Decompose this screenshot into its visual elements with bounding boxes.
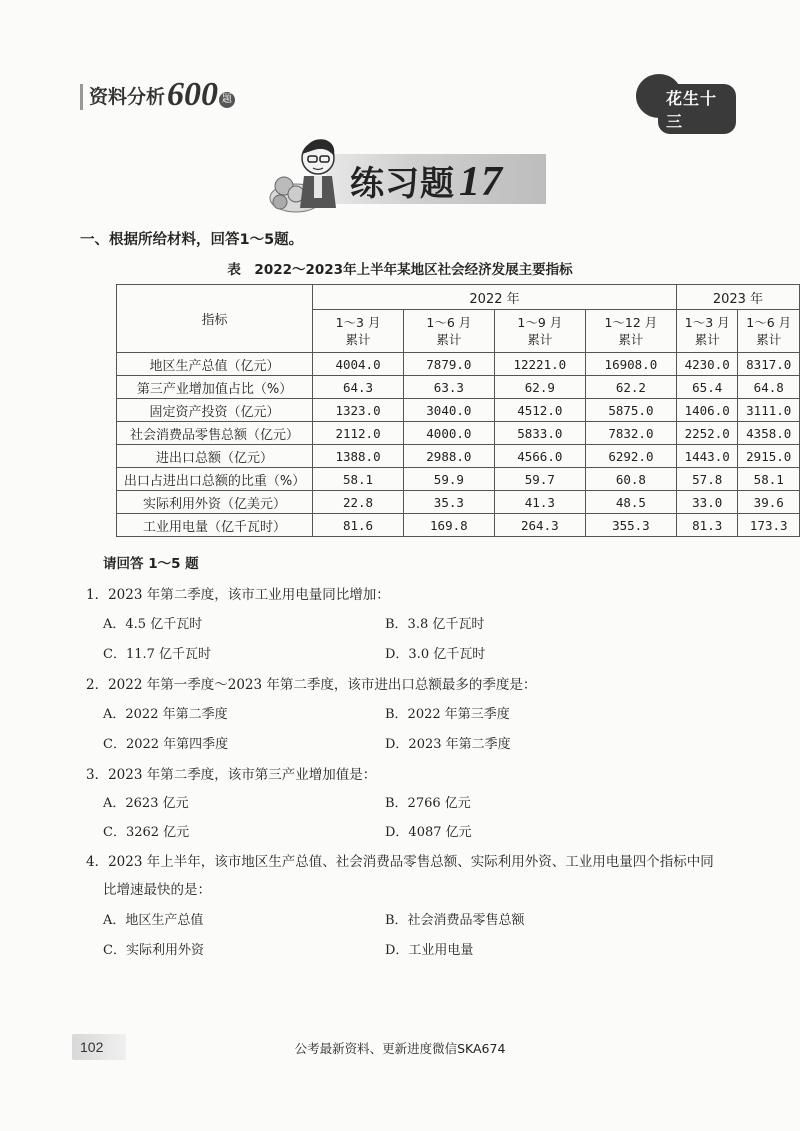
table-row bbox=[117, 376, 800, 399]
table-cell: 1323.0 bbox=[313, 399, 404, 422]
table-cell: 81.6 bbox=[313, 514, 404, 537]
row-label: 进出口总额（亿元） bbox=[117, 445, 313, 468]
table-row bbox=[117, 468, 800, 491]
period-range: 1～12 月 bbox=[604, 315, 658, 330]
exercise-number: 17 bbox=[459, 159, 503, 205]
question-2-option-a[interactable]: A．2022 年第二季度 bbox=[103, 707, 228, 722]
page-number: 102 bbox=[72, 1034, 126, 1060]
exercise-banner bbox=[266, 128, 546, 218]
book-suffix: 题 bbox=[219, 92, 235, 108]
row-label: 社会消费品零售总额（亿元） bbox=[117, 422, 313, 445]
question-2-option-b[interactable]: B．2022 年第三季度 bbox=[385, 707, 510, 722]
question-4-stem-continued: 比增速最快的是： bbox=[103, 882, 211, 898]
question-3-stem: 3．2023 年第二季度，该市第三产业增加值是： bbox=[86, 767, 377, 783]
table-cell: 62.2 bbox=[585, 376, 676, 399]
question-3-option-b[interactable]: B．2766 亿元 bbox=[385, 796, 471, 811]
period-header bbox=[494, 310, 585, 353]
question-4-option-b[interactable]: B．社会消费品零售总额 bbox=[385, 913, 525, 928]
table-cell: 48.5 bbox=[585, 491, 676, 514]
table-cell: 264.3 bbox=[494, 514, 585, 537]
table-cell: 1443.0 bbox=[676, 445, 738, 468]
question-3-option-a[interactable]: A．2623 亿元 bbox=[103, 796, 189, 811]
table-cell: 4230.0 bbox=[676, 353, 738, 376]
question-4-option-c[interactable]: C．实际利用外资 bbox=[103, 943, 204, 958]
table-cell: 59.7 bbox=[494, 468, 585, 491]
table-cell: 81.3 bbox=[676, 514, 738, 537]
table-cell: 4358.0 bbox=[738, 422, 800, 445]
footer-note: 公考最新资料、更新进度微信SKA674 bbox=[294, 1041, 506, 1056]
table-cell: 16908.0 bbox=[585, 353, 676, 376]
question-4-stem: 4．2023 年上半年，该市地区生产总值、社会消费品零售总额、实际利用外资、工业用电量四个指标中同 bbox=[86, 854, 714, 870]
table-cell: 173.3 bbox=[738, 514, 800, 537]
table-cell: 4000.0 bbox=[403, 422, 494, 445]
question-1-stem: 1．2023 年第二季度，该市工业用电量同比增加： bbox=[86, 587, 390, 603]
period-range: 1～6 月 bbox=[426, 315, 472, 330]
table-cell: 12221.0 bbox=[494, 353, 585, 376]
year-header-2023: 2023 年 bbox=[676, 285, 799, 310]
table-cell: 7832.0 bbox=[585, 422, 676, 445]
period-range: 1～9 月 bbox=[517, 315, 563, 330]
table-cell: 6292.0 bbox=[585, 445, 676, 468]
exercise-title bbox=[350, 156, 503, 206]
question-2-option-c[interactable]: C．2022 年第四季度 bbox=[103, 737, 229, 752]
table-cell: 2988.0 bbox=[403, 445, 494, 468]
table-cell: 1388.0 bbox=[313, 445, 404, 468]
year-header-2022: 2022 年 bbox=[313, 285, 677, 310]
table-row bbox=[117, 491, 800, 514]
table-cell: 2112.0 bbox=[313, 422, 404, 445]
table-cell: 33.0 bbox=[676, 491, 738, 514]
book-title: 资料分析 bbox=[89, 86, 166, 108]
table-cell: 169.8 bbox=[403, 514, 494, 537]
period-header bbox=[738, 310, 800, 353]
question-3-option-d[interactable]: D．4087 亿元 bbox=[385, 825, 472, 840]
question-1-option-a[interactable]: A．4.5 亿千瓦时 bbox=[103, 617, 203, 632]
period-cumulative: 累计 bbox=[527, 332, 553, 347]
section-heading: 一、根据所给材料，回答1～5题。 bbox=[80, 232, 304, 248]
question-2-stem: 2．2022 年第一季度～2023 年第二季度，该市进出口总额最多的季度是： bbox=[86, 677, 537, 693]
question-4-option-d[interactable]: D．工业用电量 bbox=[385, 943, 474, 958]
table-cell: 39.6 bbox=[738, 491, 800, 514]
period-header bbox=[676, 310, 738, 353]
table-cell: 65.4 bbox=[676, 376, 738, 399]
book-header bbox=[80, 76, 235, 113]
table-cell: 64.8 bbox=[738, 376, 800, 399]
table-caption: 表 2022～2023年上半年某地区社会经济发展主要指标 bbox=[227, 262, 573, 278]
table-cell: 60.8 bbox=[585, 468, 676, 491]
indicator-header: 指标 bbox=[117, 285, 313, 353]
period-range: 1～6 月 bbox=[746, 315, 792, 330]
table-row bbox=[117, 399, 800, 422]
period-header bbox=[403, 310, 494, 353]
period-cumulative: 累计 bbox=[756, 332, 782, 347]
table-cell: 5875.0 bbox=[585, 399, 676, 422]
table-cell: 35.3 bbox=[403, 491, 494, 514]
question-1-option-d[interactable]: D．3.0 亿千瓦时 bbox=[385, 647, 486, 662]
period-range: 1～3 月 bbox=[335, 315, 381, 330]
table-cell: 58.1 bbox=[313, 468, 404, 491]
period-header bbox=[313, 310, 404, 353]
question-1-option-b[interactable]: B．3.8 亿千瓦时 bbox=[385, 617, 485, 632]
period-header bbox=[585, 310, 676, 353]
row-label: 出口占进出口总额的比重（%） bbox=[117, 468, 313, 491]
table-cell: 41.3 bbox=[494, 491, 585, 514]
period-cumulative: 累计 bbox=[694, 332, 720, 347]
table-cell: 3040.0 bbox=[403, 399, 494, 422]
question-4-option-a[interactable]: A．地区生产总值 bbox=[103, 913, 204, 928]
book-number: 600 bbox=[167, 76, 219, 113]
question-1-option-c[interactable]: C．11.7 亿千瓦时 bbox=[103, 647, 212, 662]
period-range: 1～3 月 bbox=[684, 315, 730, 330]
question-2-option-d[interactable]: D．2023 年第二季度 bbox=[385, 737, 511, 752]
table-cell: 4004.0 bbox=[313, 353, 404, 376]
brand-logo bbox=[636, 72, 736, 131]
table-cell: 3111.0 bbox=[738, 399, 800, 422]
table-row bbox=[117, 422, 800, 445]
table-cell: 7879.0 bbox=[403, 353, 494, 376]
row-label: 地区生产总值（亿元） bbox=[117, 353, 313, 376]
period-cumulative: 累计 bbox=[436, 332, 462, 347]
header-divider bbox=[80, 84, 83, 110]
table-cell: 4512.0 bbox=[494, 399, 585, 422]
table-cell: 355.3 bbox=[585, 514, 676, 537]
table-cell: 2252.0 bbox=[676, 422, 738, 445]
teacher-cartoon-icon bbox=[266, 128, 356, 218]
table-cell: 64.3 bbox=[313, 376, 404, 399]
period-cumulative: 累计 bbox=[345, 332, 371, 347]
row-label: 实际利用外资（亿美元） bbox=[117, 491, 313, 514]
row-label: 固定资产投资（亿元） bbox=[117, 399, 313, 422]
question-3-option-c[interactable]: C．3262 亿元 bbox=[103, 825, 190, 840]
table-cell: 57.8 bbox=[676, 468, 738, 491]
table-cell: 5833.0 bbox=[494, 422, 585, 445]
exercise-title-text: 练习题 bbox=[350, 164, 455, 204]
table-cell: 4566.0 bbox=[494, 445, 585, 468]
indicator-table bbox=[116, 284, 800, 537]
table-cell: 8317.0 bbox=[738, 353, 800, 376]
logo-text: 花生十三 bbox=[658, 84, 736, 134]
table-cell: 2915.0 bbox=[738, 445, 800, 468]
questions-intro: 请回答 1～5 题 bbox=[103, 556, 199, 572]
table-cell: 58.1 bbox=[738, 468, 800, 491]
row-label: 工业用电量（亿千瓦时） bbox=[117, 514, 313, 537]
table-row bbox=[117, 353, 800, 376]
table-cell: 1406.0 bbox=[676, 399, 738, 422]
table-cell: 59.9 bbox=[403, 468, 494, 491]
table-cell: 63.3 bbox=[403, 376, 494, 399]
table-row bbox=[117, 514, 800, 537]
period-cumulative: 累计 bbox=[618, 332, 644, 347]
row-label: 第三产业增加值占比（%） bbox=[117, 376, 313, 399]
table-row bbox=[117, 445, 800, 468]
table-cell: 62.9 bbox=[494, 376, 585, 399]
table-cell: 22.8 bbox=[313, 491, 404, 514]
table-header-row bbox=[117, 285, 800, 310]
